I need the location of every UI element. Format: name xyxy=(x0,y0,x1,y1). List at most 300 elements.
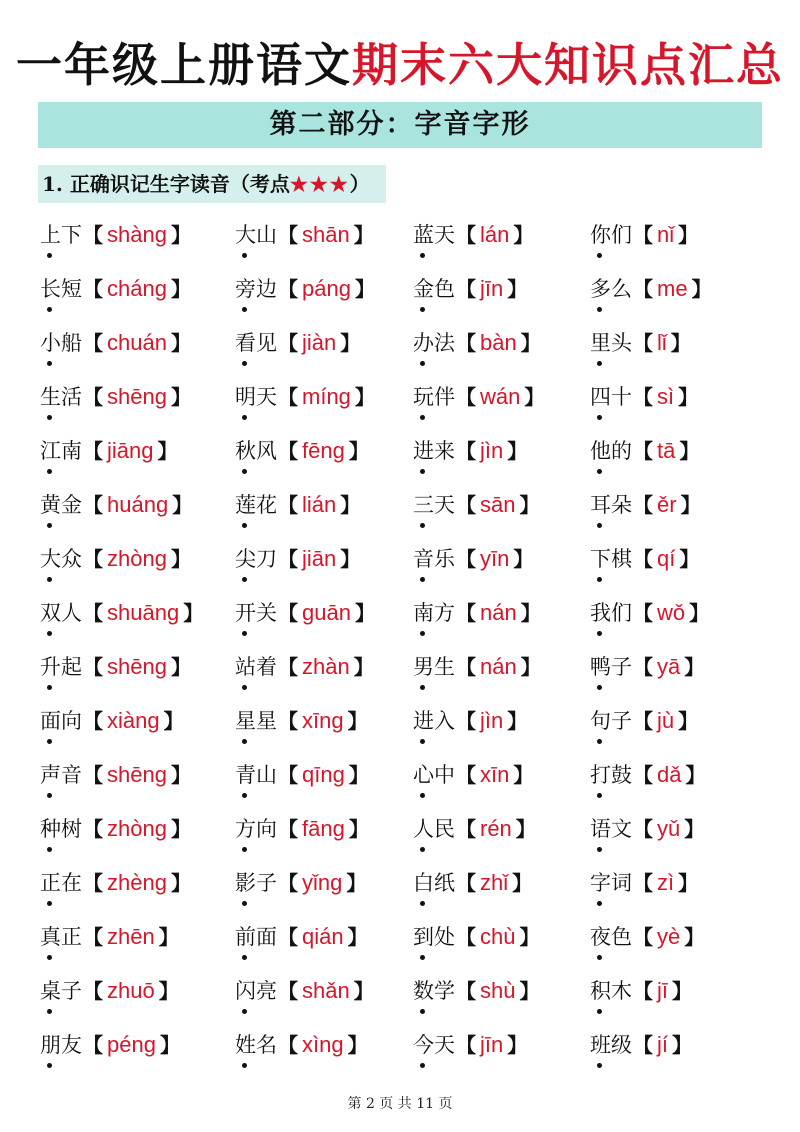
bracket-close: 】 xyxy=(520,331,541,355)
vocab-word: 上下 xyxy=(40,208,82,262)
vocab-word: 双人 xyxy=(40,586,82,640)
vocab-pinyin: jìn xyxy=(480,438,504,463)
bracket-close: 】 xyxy=(170,817,191,841)
section-label: 1. 正确识记生字读音（考点 xyxy=(42,172,290,196)
vocab-entry xyxy=(40,694,185,748)
bracket-close: 】 xyxy=(170,547,191,571)
vocab-pinyin: lán xyxy=(480,222,510,247)
vocab-word: 声音 xyxy=(40,748,82,802)
bracket-open: 【 xyxy=(278,277,298,301)
bracket-open: 【 xyxy=(633,763,653,787)
vocab-pinyin: shēng xyxy=(107,384,167,409)
vocab-entry xyxy=(235,856,367,910)
bracket-close: 】 xyxy=(170,385,191,409)
bracket-close: 】 xyxy=(340,547,361,571)
vocab-entry xyxy=(413,586,542,640)
vocab-word: 你们 xyxy=(590,208,632,262)
bracket-open: 【 xyxy=(633,1033,653,1057)
vocab-word: 方向 xyxy=(235,802,277,856)
vocab-word: 心中 xyxy=(413,748,455,802)
vocab-word: 黄金 xyxy=(40,478,82,532)
bracket-open: 【 xyxy=(456,547,476,571)
vocab-word: 莲花 xyxy=(235,478,277,532)
vocab-pinyin: páng xyxy=(302,276,351,301)
vocab-entry xyxy=(590,262,713,316)
vocab-pinyin: yā xyxy=(657,654,681,679)
vocab-word: 站着 xyxy=(235,640,277,694)
vocab-word: 南方 xyxy=(413,586,455,640)
bracket-open: 【 xyxy=(278,925,298,949)
bracket-open: 【 xyxy=(278,1033,298,1057)
vocab-entry xyxy=(40,262,192,316)
bracket-open: 【 xyxy=(633,439,653,463)
bracket-open: 【 xyxy=(456,331,476,355)
vocab-word: 金色 xyxy=(413,262,455,316)
vocab-word: 看见 xyxy=(235,316,277,370)
bracket-open: 【 xyxy=(83,547,103,571)
vocab-entry xyxy=(40,802,192,856)
vocab-pinyin: nǐ xyxy=(657,222,675,247)
bracket-close: 】 xyxy=(347,1033,368,1057)
vocab-entry xyxy=(590,1018,693,1072)
bracket-close: 】 xyxy=(353,655,374,679)
bracket-close: 】 xyxy=(172,493,193,517)
vocab-pinyin: jīn xyxy=(480,276,504,301)
vocab-pinyin: zhòng xyxy=(107,546,167,571)
vocab-word: 鸭子 xyxy=(590,640,632,694)
bracket-close: 】 xyxy=(170,655,191,679)
vocab-pinyin: ěr xyxy=(657,492,677,517)
bracket-open: 【 xyxy=(278,223,298,247)
vocab-entry xyxy=(413,1018,528,1072)
bracket-open: 【 xyxy=(278,601,298,625)
bracket-close: 】 xyxy=(353,979,374,1003)
bracket-open: 【 xyxy=(83,277,103,301)
vocab-pinyin: nán xyxy=(480,654,517,679)
vocab-pinyin: jìn xyxy=(480,708,504,733)
bracket-open: 【 xyxy=(456,439,476,463)
vocab-word: 大山 xyxy=(235,208,277,262)
bracket-close: 】 xyxy=(678,223,699,247)
title-red-part: 期末六大知识点汇总 xyxy=(352,38,784,92)
bracket-open: 【 xyxy=(456,871,476,895)
bracket-open: 【 xyxy=(633,709,653,733)
bracket-close: 】 xyxy=(170,871,191,895)
vocab-pinyin: chuán xyxy=(107,330,167,355)
vocab-word: 积木 xyxy=(590,964,632,1018)
bracket-close: 】 xyxy=(340,493,361,517)
vocab-entry xyxy=(235,262,376,316)
vocab-pinyin: zhèng xyxy=(107,870,167,895)
bracket-close: 】 xyxy=(672,1033,692,1057)
bracket-close: 】 xyxy=(183,601,204,625)
vocab-pinyin: zhàn xyxy=(302,654,350,679)
bracket-close: 】 xyxy=(670,331,691,355)
bracket-close: 】 xyxy=(170,763,191,787)
vocab-word: 今天 xyxy=(413,1018,455,1072)
vocab-entry xyxy=(40,1018,181,1072)
vocab-entry xyxy=(590,424,700,478)
bracket-open: 【 xyxy=(83,331,103,355)
bracket-open: 【 xyxy=(456,601,476,625)
vocab-entry xyxy=(40,424,178,478)
bracket-close: 】 xyxy=(678,385,699,409)
bracket-open: 【 xyxy=(633,277,653,301)
vocab-entry xyxy=(40,532,192,586)
vocab-pinyin: shēng xyxy=(107,762,167,787)
bracket-open: 【 xyxy=(83,979,103,1003)
vocab-pinyin: jīn xyxy=(480,1032,504,1057)
bracket-close: 】 xyxy=(684,925,705,949)
vocab-word: 打鼓 xyxy=(590,748,632,802)
vocab-entry xyxy=(235,910,369,964)
bracket-open: 【 xyxy=(278,493,298,517)
bracket-close: 】 xyxy=(346,871,367,895)
vocab-entry xyxy=(590,586,710,640)
vocab-word: 生活 xyxy=(40,370,82,424)
bracket-open: 【 xyxy=(633,601,653,625)
vocab-pinyin: cháng xyxy=(107,276,167,301)
vocab-entry xyxy=(235,478,361,532)
bracket-close: 】 xyxy=(163,709,184,733)
vocab-entry xyxy=(590,910,705,964)
bracket-close: 】 xyxy=(507,439,528,463)
vocab-entry xyxy=(235,370,376,424)
vocab-word: 星星 xyxy=(235,694,277,748)
vocab-pinyin: nán xyxy=(480,600,517,625)
vocab-pinyin: míng xyxy=(302,384,351,409)
vocab-word: 白纸 xyxy=(413,856,455,910)
page-title xyxy=(0,32,800,98)
bracket-open: 【 xyxy=(83,385,103,409)
vocab-entry xyxy=(590,532,700,586)
bracket-open: 【 xyxy=(633,547,653,571)
bracket-close: 】 xyxy=(340,331,361,355)
vocab-pinyin: rén xyxy=(480,816,512,841)
vocab-word: 玩伴 xyxy=(413,370,455,424)
bracket-open: 【 xyxy=(633,979,653,1003)
bracket-open: 【 xyxy=(456,493,476,517)
vocab-word: 前面 xyxy=(235,910,277,964)
vocab-pinyin: xīn xyxy=(480,762,510,787)
vocab-pinyin: shān xyxy=(302,222,350,247)
vocab-word: 开关 xyxy=(235,586,277,640)
bracket-close: 】 xyxy=(513,547,534,571)
bracket-close: 】 xyxy=(353,223,374,247)
vocab-pinyin: sì xyxy=(657,384,675,409)
vocab-entry xyxy=(413,262,528,316)
bracket-open: 【 xyxy=(278,655,298,679)
bracket-open: 【 xyxy=(83,223,103,247)
vocab-pinyin: shēng xyxy=(107,654,167,679)
bracket-close: 】 xyxy=(685,763,706,787)
vocab-entry xyxy=(590,694,699,748)
bracket-open: 【 xyxy=(278,331,298,355)
bracket-open: 【 xyxy=(633,493,653,517)
bracket-open: 【 xyxy=(633,331,653,355)
bracket-close: 】 xyxy=(524,385,545,409)
bracket-close: 】 xyxy=(684,817,705,841)
vocab-word: 青山 xyxy=(235,748,277,802)
star-rating-icon: ★★★ xyxy=(289,172,350,196)
bracket-close: 】 xyxy=(507,709,528,733)
vocab-word: 长短 xyxy=(40,262,82,316)
vocab-word: 语文 xyxy=(590,802,632,856)
vocab-entry xyxy=(413,208,534,262)
vocab-word: 尖刀 xyxy=(235,532,277,586)
bracket-close: 】 xyxy=(679,547,700,571)
bracket-close: 】 xyxy=(689,601,710,625)
vocab-pinyin: jiāng xyxy=(107,438,154,463)
vocab-pinyin: sān xyxy=(480,492,516,517)
section-heading xyxy=(38,165,386,203)
vocab-word: 办法 xyxy=(413,316,455,370)
bracket-open: 【 xyxy=(456,385,476,409)
vocab-pinyin: shàng xyxy=(107,222,167,247)
bracket-close: 】 xyxy=(513,223,534,247)
vocab-pinyin: fāng xyxy=(302,816,345,841)
vocab-word: 句子 xyxy=(590,694,632,748)
vocab-entry xyxy=(590,748,706,802)
vocab-pinyin: xìng xyxy=(302,1032,344,1057)
vocab-entry xyxy=(235,964,375,1018)
bracket-open: 【 xyxy=(456,925,476,949)
bracket-open: 【 xyxy=(83,655,103,679)
bracket-close: 】 xyxy=(354,601,375,625)
pinyin-grid xyxy=(0,208,800,1068)
vocab-entry xyxy=(413,640,542,694)
bracket-close: 】 xyxy=(680,493,701,517)
vocab-entry xyxy=(235,802,370,856)
vocab-pinyin: yǐng xyxy=(302,870,343,895)
bracket-open: 【 xyxy=(278,385,298,409)
vocab-pinyin: yǔ xyxy=(657,816,681,841)
vocab-pinyin: jiān xyxy=(302,546,337,571)
vocab-pinyin: xīng xyxy=(302,708,344,733)
vocab-entry xyxy=(413,424,528,478)
vocab-word: 耳朵 xyxy=(590,478,632,532)
bracket-open: 【 xyxy=(633,223,653,247)
vocab-word: 夜色 xyxy=(590,910,632,964)
bracket-close: 】 xyxy=(507,277,528,301)
bracket-close: 】 xyxy=(672,979,692,1003)
vocab-entry xyxy=(590,208,699,262)
vocab-word: 多么 xyxy=(590,262,632,316)
vocab-pinyin: yīn xyxy=(480,546,510,571)
vocab-entry xyxy=(590,856,699,910)
vocab-entry xyxy=(235,748,370,802)
bracket-close: 】 xyxy=(678,709,699,733)
bracket-open: 【 xyxy=(278,763,298,787)
section-close: ） xyxy=(349,172,370,196)
vocab-word: 影子 xyxy=(235,856,277,910)
vocab-word: 大众 xyxy=(40,532,82,586)
vocab-entry xyxy=(590,370,699,424)
vocab-entry xyxy=(40,748,192,802)
vocab-pinyin: lián xyxy=(302,492,337,517)
bracket-open: 【 xyxy=(456,817,476,841)
vocab-word: 里头 xyxy=(590,316,632,370)
vocab-word: 男生 xyxy=(413,640,455,694)
vocab-pinyin: jí xyxy=(657,1032,668,1057)
vocab-entry xyxy=(590,316,692,370)
bracket-open: 【 xyxy=(83,1033,103,1057)
bracket-open: 【 xyxy=(83,439,103,463)
bracket-close: 】 xyxy=(519,979,540,1003)
vocab-word: 我们 xyxy=(590,586,632,640)
bracket-open: 【 xyxy=(633,925,653,949)
vocab-entry xyxy=(235,586,376,640)
vocab-word: 旁边 xyxy=(235,262,277,316)
vocab-pinyin: jiàn xyxy=(302,330,337,355)
vocab-entry xyxy=(40,586,204,640)
bracket-close: 】 xyxy=(512,871,533,895)
bracket-open: 【 xyxy=(83,709,103,733)
bracket-open: 【 xyxy=(633,655,653,679)
bracket-open: 【 xyxy=(633,817,653,841)
bracket-close: 】 xyxy=(158,925,179,949)
vocab-word: 闪亮 xyxy=(235,964,277,1018)
bracket-close: 】 xyxy=(520,655,541,679)
vocab-entry xyxy=(413,910,540,964)
vocab-word: 面向 xyxy=(40,694,82,748)
vocab-entry xyxy=(235,316,361,370)
vocab-pinyin: wán xyxy=(480,384,521,409)
bracket-close: 】 xyxy=(170,277,191,301)
vocab-entry xyxy=(590,478,702,532)
title-black-part: 一年级上册语文 xyxy=(16,38,352,92)
bracket-open: 【 xyxy=(83,871,103,895)
vocab-pinyin: zhēn xyxy=(107,924,155,949)
bracket-close: 】 xyxy=(348,817,369,841)
vocab-pinyin: qí xyxy=(657,546,676,571)
bracket-close: 】 xyxy=(513,763,534,787)
vocab-word: 人民 xyxy=(413,802,455,856)
vocab-word: 三天 xyxy=(413,478,455,532)
vocab-word: 小船 xyxy=(40,316,82,370)
vocab-entry xyxy=(40,856,192,910)
vocab-entry xyxy=(235,640,375,694)
vocab-pinyin: guān xyxy=(302,600,351,625)
bracket-close: 】 xyxy=(507,1033,528,1057)
vocab-entry xyxy=(40,208,192,262)
bracket-close: 】 xyxy=(348,439,369,463)
vocab-entry xyxy=(235,424,370,478)
vocab-word: 桌子 xyxy=(40,964,82,1018)
bracket-close: 】 xyxy=(170,223,191,247)
vocab-word: 音乐 xyxy=(413,532,455,586)
bracket-open: 【 xyxy=(456,277,476,301)
bracket-close: 】 xyxy=(691,277,712,301)
vocab-entry xyxy=(235,532,361,586)
vocab-word: 种树 xyxy=(40,802,82,856)
vocab-entry xyxy=(235,1018,369,1072)
vocab-entry xyxy=(590,802,705,856)
vocab-word: 升起 xyxy=(40,640,82,694)
vocab-word: 四十 xyxy=(590,370,632,424)
vocab-word: 江南 xyxy=(40,424,82,478)
bracket-close: 】 xyxy=(347,709,368,733)
vocab-word: 姓名 xyxy=(235,1018,277,1072)
vocab-entry xyxy=(40,910,180,964)
vocab-entry xyxy=(413,478,540,532)
bracket-close: 】 xyxy=(354,385,375,409)
vocab-word: 朋友 xyxy=(40,1018,82,1072)
bracket-open: 【 xyxy=(83,601,103,625)
vocab-pinyin: zhǐ xyxy=(480,870,509,895)
bracket-close: 】 xyxy=(679,439,700,463)
vocab-pinyin: shù xyxy=(480,978,516,1003)
vocab-pinyin: qián xyxy=(302,924,344,949)
bracket-close: 】 xyxy=(515,817,536,841)
bracket-close: 】 xyxy=(678,871,699,895)
vocab-pinyin: jù xyxy=(657,708,675,733)
vocab-word: 他的 xyxy=(590,424,632,478)
vocab-entry xyxy=(413,316,542,370)
vocab-word: 秋风 xyxy=(235,424,277,478)
vocab-pinyin: fēng xyxy=(302,438,345,463)
bracket-open: 【 xyxy=(456,763,476,787)
bracket-close: 】 xyxy=(170,331,191,355)
vocab-entry xyxy=(413,856,533,910)
bracket-open: 【 xyxy=(633,385,653,409)
vocab-word: 真正 xyxy=(40,910,82,964)
vocab-entry xyxy=(413,370,545,424)
vocab-word: 蓝天 xyxy=(413,208,455,262)
vocab-entry xyxy=(40,478,193,532)
bracket-open: 【 xyxy=(278,547,298,571)
vocab-pinyin: jī xyxy=(657,978,668,1003)
bracket-close: 】 xyxy=(347,925,368,949)
vocab-word: 数学 xyxy=(413,964,455,1018)
vocab-entry xyxy=(413,694,528,748)
bracket-close: 】 xyxy=(158,979,179,1003)
bracket-open: 【 xyxy=(83,817,103,841)
vocab-pinyin: wǒ xyxy=(657,600,686,625)
bracket-open: 【 xyxy=(456,709,476,733)
vocab-pinyin: xiàng xyxy=(107,708,160,733)
page-footer: 第 2 页 共 11 页 xyxy=(347,1096,453,1112)
bracket-open: 【 xyxy=(456,655,476,679)
vocab-word: 字词 xyxy=(590,856,632,910)
vocab-pinyin: zì xyxy=(657,870,675,895)
vocab-word: 进入 xyxy=(413,694,455,748)
vocab-pinyin: péng xyxy=(107,1032,156,1057)
vocab-word: 进来 xyxy=(413,424,455,478)
bracket-open: 【 xyxy=(278,439,298,463)
vocab-pinyin: qīng xyxy=(302,762,345,787)
bracket-open: 【 xyxy=(278,817,298,841)
vocab-word: 明天 xyxy=(235,370,277,424)
vocab-entry xyxy=(40,964,180,1018)
vocab-word: 到处 xyxy=(413,910,455,964)
bracket-close: 】 xyxy=(354,277,375,301)
vocab-pinyin: dǎ xyxy=(657,762,682,787)
vocab-pinyin: shuāng xyxy=(107,600,180,625)
bracket-close: 】 xyxy=(519,493,540,517)
vocab-entry xyxy=(40,370,192,424)
vocab-entry xyxy=(235,694,369,748)
bracket-open: 【 xyxy=(456,1033,476,1057)
vocab-pinyin: zhuō xyxy=(107,978,155,1003)
vocab-pinyin: shǎn xyxy=(302,978,350,1003)
vocab-pinyin: me xyxy=(657,276,688,301)
vocab-entry xyxy=(40,640,192,694)
bracket-open: 【 xyxy=(83,493,103,517)
bracket-open: 【 xyxy=(83,763,103,787)
part-banner: 第二部分：字音字形 xyxy=(38,102,762,148)
vocab-entry xyxy=(590,964,693,1018)
